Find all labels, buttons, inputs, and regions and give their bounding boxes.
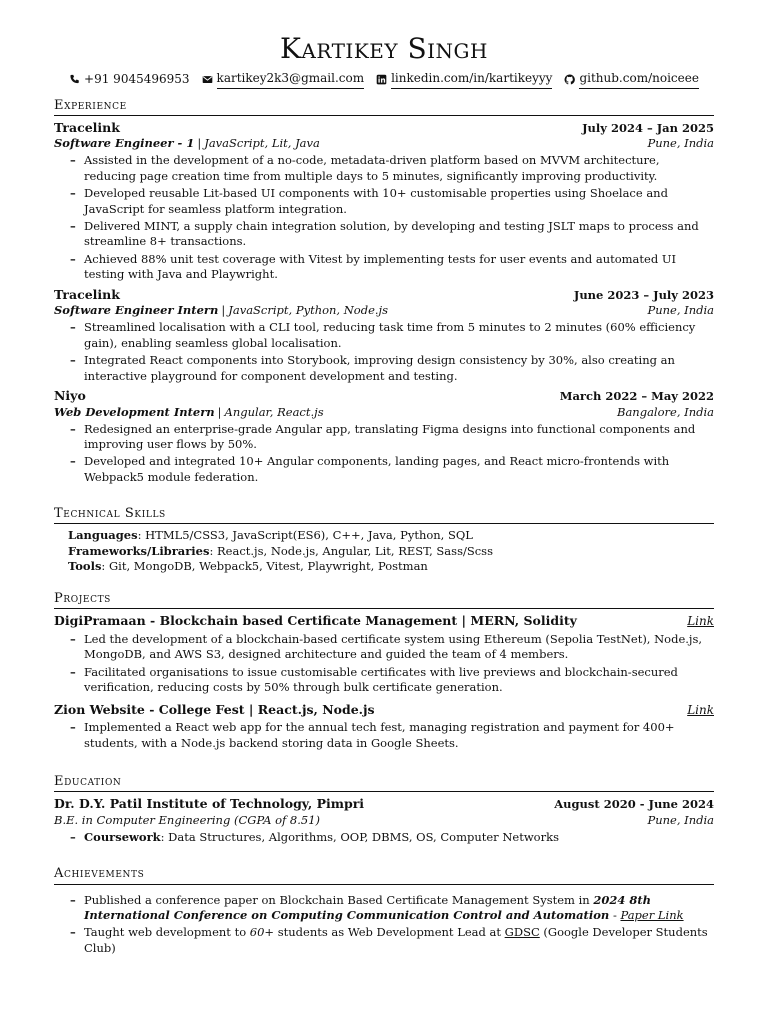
linkedin-link[interactable]: linkedin.com/in/kartikeyyy	[391, 71, 552, 89]
bullet-item: – Developed and integrated 10+ Angular components, landing pages, and React micro-frontends with Webpack5 module federation.	[70, 454, 714, 485]
education-location: Pune, India	[647, 812, 714, 827]
entry-location: Pune, India	[647, 303, 714, 318]
role-line: Software Engineer Intern | JavaScript, Python, Node.js	[54, 303, 389, 318]
achievement-item	[70, 893, 714, 924]
achievement-text: students as Web Development Lead at	[277, 925, 501, 940]
project-name: DigiPramaan - Blockchain based Certificate Management	[54, 613, 458, 629]
entry-location: Bangalore, India	[617, 404, 714, 419]
org-name: Tracelink	[54, 286, 120, 302]
entry-dates: July 2024 – Jan 2025	[582, 120, 714, 135]
achievements-section	[54, 865, 714, 956]
candidate-name: Kartikey Singh	[280, 32, 488, 65]
skills-label: Languages	[68, 528, 138, 543]
linkedin-icon	[376, 74, 387, 85]
email-link[interactable]: kartikey2k3@gmail.com	[217, 71, 365, 89]
bullet-list	[70, 893, 714, 957]
achievement-text: Published a conference paper on Blockchain Based Certificate Management System in	[84, 892, 590, 907]
separator: -	[612, 908, 617, 923]
degree: B.E. in Computer Engineering (CGPA of 8.51)	[54, 812, 321, 827]
org-name: Niyo	[54, 388, 86, 403]
bullet-list	[70, 830, 714, 845]
bullet-item: – Developed reusable Lit-based UI components with 10+ customisable properties using Shoelace and JavaScript for seamless platform integration.	[70, 186, 714, 217]
skills-label: Frameworks/Libraries	[68, 543, 210, 558]
bullet-item: – Led the development of a blockchain-based certificate system using Ethereum (Sepolia TestNet), Node.js, MongoDB, and AWS S3, designed architecture and guided the team of 4 members.	[70, 632, 714, 663]
skills-block	[68, 528, 714, 574]
skills-tools: Tools: Git, MongoDB, Webpack5, Vitest, Playwright, Postman	[68, 558, 428, 573]
role-line: Software Engineer - 1 | JavaScript, Lit, Java	[54, 136, 320, 151]
bullet-list	[70, 153, 714, 282]
gdsc-org: GDSC	[504, 925, 540, 940]
skills-label: Tools	[68, 558, 102, 573]
achievement-text: Taught web development to	[84, 925, 247, 940]
role-title: Software Engineer Intern	[54, 303, 219, 318]
skills-frameworks: Frameworks/Libraries: React.js, Node.js, Angular, Lit, REST, Sass/Scss	[68, 543, 493, 558]
education-entry	[54, 796, 714, 845]
project-entry	[54, 613, 714, 695]
contact-row	[54, 71, 714, 89]
contact-email[interactable]	[202, 71, 365, 89]
section-title-education: Education	[54, 773, 714, 792]
bullet-item: – Facilitated organisations to issue customisable certificates with live previews and blockchain-secured verification, reducing costs by 50% through bulk certificate generation.	[70, 665, 714, 696]
github-link[interactable]: github.com/noiceee	[579, 71, 698, 89]
education-dates: August 2020 - June 2024	[554, 797, 714, 812]
contact-linkedin[interactable]	[376, 71, 552, 89]
phone-icon	[69, 74, 80, 85]
bullet-item: – Redesigned an enterprise-grade Angular app, translating Figma designs into functional components and improving user flows by 50%.	[70, 422, 714, 453]
bullet-list	[70, 422, 714, 486]
role-title: Web Development Intern	[54, 404, 215, 419]
coursework-label: Coursework	[84, 830, 161, 845]
bullet-item: – Streamlined localisation with a CLI tool, reducing task time from 5 minutes to 2 minutes (60% efficiency gain), enabling seamless global localisation.	[70, 320, 714, 351]
bullet-item: – Delivered MINT, a supply chain integration solution, by developing and testing JSLT maps to process and streamline 8+ transactions.	[70, 219, 714, 250]
skills-value: Git, MongoDB, Webpack5, Vitest, Playwright, Postman	[108, 558, 428, 573]
skills-section	[54, 505, 714, 574]
experience-entry	[54, 120, 714, 283]
section-title-experience: Experience	[54, 97, 714, 116]
role-stack: Angular, React.js	[224, 404, 324, 419]
projects-section	[54, 590, 714, 751]
role-title: Software Engineer - 1	[54, 136, 195, 151]
project-title: DigiPramaan - Blockchain based Certificate Management | MERN, Solidity	[54, 613, 577, 629]
experience-entry	[54, 388, 714, 485]
entry-location: Pune, India	[647, 136, 714, 151]
achievement-item	[70, 925, 714, 956]
role-stack: JavaScript, Lit, Java	[204, 136, 320, 151]
role-stack: JavaScript, Python, Node.js	[228, 303, 389, 318]
institution-name: Dr. D.Y. Patil Institute of Technology, Pimpri	[54, 796, 365, 812]
project-link[interactable]: Link	[687, 702, 714, 717]
student-count: 60+	[249, 925, 275, 940]
section-title-achievements: Achievements	[54, 865, 714, 884]
org-name: Tracelink	[54, 119, 120, 135]
bullet-item: – Integrated React components into Storybook, improving design consistency by 30%, also creating an interactive playground for component development and testing.	[70, 353, 714, 384]
project-stack: MERN, Solidity	[470, 613, 577, 629]
bullet-item: – Assisted in the development of a no-code, metadata-driven platform based on MVVM architecture, reducing page creation time from multiple days to 5 minutes, significantly improving productivity.	[70, 153, 714, 184]
bullet-list	[70, 632, 714, 696]
project-stack: React.js, Node.js	[257, 701, 375, 717]
achievement-text: (Google Developer Students Club)	[84, 925, 708, 955]
entry-dates: June 2023 – July 2023	[573, 287, 714, 302]
contact-github[interactable]	[564, 71, 698, 89]
coursework-value: Data Structures, Algorithms, OOP, DBMS, OS, Computer Networks	[168, 830, 559, 845]
github-icon	[564, 74, 575, 85]
phone-number: +91 9045496953	[84, 71, 190, 86]
experience-section	[54, 97, 714, 486]
project-link[interactable]: Link	[687, 614, 714, 629]
bullet-list	[70, 320, 714, 384]
paper-link[interactable]: Paper Link	[620, 908, 684, 923]
project-name: Zion Website - College Fest	[54, 701, 245, 717]
experience-entry	[54, 287, 714, 384]
coursework-item: – Coursework: Data Structures, Algorithms, OOP, DBMS, OS, Computer Networks	[70, 830, 714, 845]
section-title-projects: Projects	[54, 590, 714, 609]
bullet-item: – Implemented a React web app for the annual tech fest, managing registration and payment for 400+ students, with a Node.js backend storing data in Google Sheets.	[70, 720, 714, 751]
entry-dates: March 2022 – May 2022	[559, 389, 714, 403]
skills-value: HTML5/CSS3, JavaScript(ES6), C++, Java, Python, SQL	[145, 528, 473, 543]
project-title: Zion Website - College Fest | React.js, Node.js	[54, 701, 375, 717]
project-entry	[54, 702, 714, 752]
section-title-skills: Technical Skills	[54, 505, 714, 524]
skills-languages: Languages: HTML5/CSS3, JavaScript(ES6), C++, Java, Python, SQL	[68, 528, 473, 543]
conference-name: 2024 8th International Conference on Computing Communication Control and Automation	[84, 892, 652, 923]
education-section	[54, 773, 714, 845]
envelope-icon	[202, 74, 213, 85]
role-line: Web Development Intern | Angular, React.js	[54, 404, 324, 419]
bullet-list	[70, 720, 714, 751]
skills-value: React.js, Node.js, Angular, Lit, REST, Sass/Scss	[217, 543, 493, 558]
contact-phone[interactable]	[69, 72, 190, 88]
bullet-item: – Achieved 88% unit test coverage with Vitest by implementing tests for user events and automated UI testing with Java and Playwright.	[70, 252, 714, 283]
